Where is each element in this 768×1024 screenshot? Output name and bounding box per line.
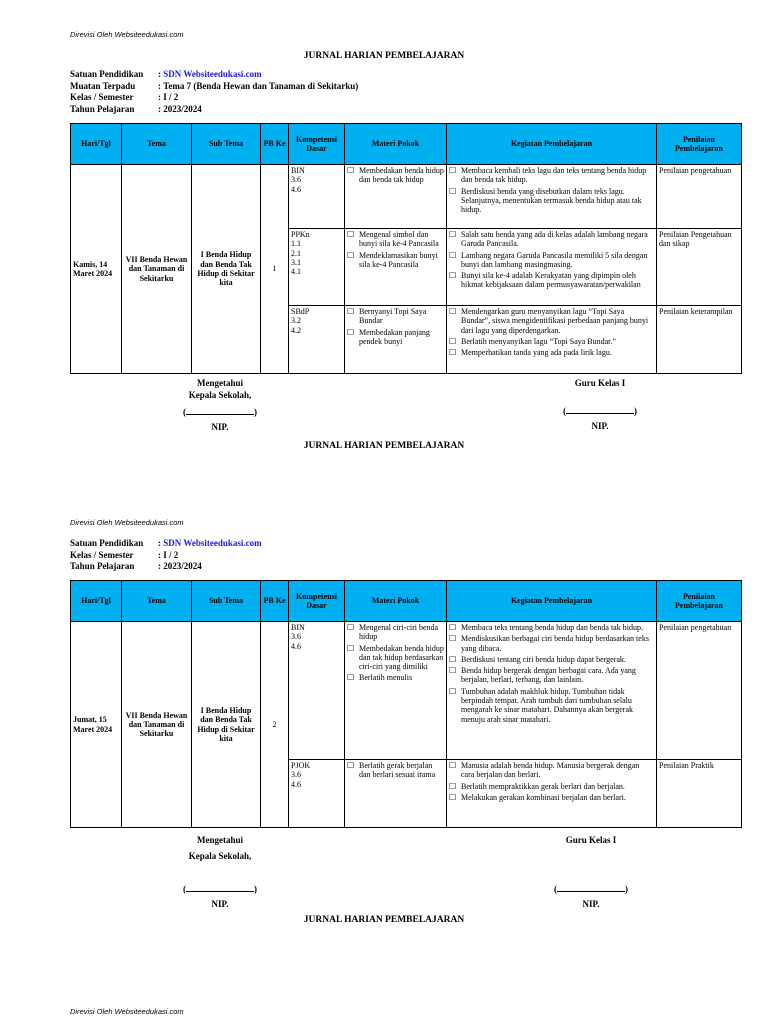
materi-item: ☐ Mengenal simbol dan bunyi sila ke-4 Pancasila <box>347 230 444 249</box>
watermark-bottom: Direvisi Oleh Websiteedukasi.com <box>70 1007 184 1016</box>
doc-title-1: JURNAL HARIAN PEMBELAJARAN <box>303 51 465 61</box>
cell-materi <box>345 165 447 229</box>
cell-penilaian: Penilaian pengetahuan <box>657 165 742 229</box>
header-kegiatan: Kegiatan Pembelajaran <box>447 581 657 622</box>
label-tahun: Tahun Pelajaran <box>70 103 135 114</box>
value-muatan: Tema 7 (Benda Hewan dan Tanaman di Sekitarku) <box>163 80 359 91</box>
signature-blank <box>186 883 254 892</box>
header-pb: PB Ke <box>261 124 289 165</box>
header-tema: Tema <box>122 124 192 165</box>
cell-tema: VII Benda Hewan dan Tanaman di Sekitarku <box>122 622 192 828</box>
cell-penilaian: Penilaian Pengetahuan dan sikap <box>657 229 742 306</box>
cell-materi <box>345 760 447 828</box>
cell-kegiatan <box>447 306 657 374</box>
watermark-top: Direvisi Oleh Websiteedukasi.com <box>70 30 184 39</box>
materi-item: ☐ Mengenal ciri-ciri benda hidup <box>347 623 444 642</box>
watermark-middle: Direvisi Oleh Websiteedukasi.com <box>70 518 184 527</box>
value-tahun: 2023/2024 <box>163 561 202 571</box>
value-satuan[interactable]: SDN Websiteedukasi.com <box>163 69 262 79</box>
cell-kd: BIN 3.6 4.6 <box>289 165 345 229</box>
kepala-label: Kepala Sekolah, <box>188 851 252 861</box>
guru-label: Guru Kelas I <box>565 835 617 845</box>
label-satuan: Satuan Pendidikan <box>70 538 144 548</box>
cell-penilaian: Penilaian pengetahuan <box>657 622 742 760</box>
mengetahui-label: Mengetahui <box>197 835 243 845</box>
header-kd: Kompetensi Dasar <box>289 581 345 622</box>
kegiatan-item: ☐ Mendiskusikan berbagai ciri benda hidup berdasarkan teks yang dibaca. <box>449 634 654 653</box>
signature-teacher-1: Guru Kelas I ( ) NIP. <box>540 377 660 432</box>
header-hari: Hari/Tgl <box>71 124 122 165</box>
meta-block-2: Satuan Pendidikan : SDN Websiteedukasi.com Kelas / Semester : I / 2 Tahun Pelajaran : 2023/2024 <box>70 538 262 571</box>
nip-label: NIP. <box>211 422 229 432</box>
value-kelas: I / 2 <box>163 549 179 560</box>
signature-blank <box>186 406 254 415</box>
cell-hari: Kamis, 14 Maret 2024 <box>71 165 122 374</box>
materi-item: ☐ Bernyanyi Topi Saya Bundar <box>347 307 444 326</box>
cell-kd: SBdP 3.2 4.2 <box>289 306 345 374</box>
cell-materi <box>345 229 447 306</box>
header-hari: Hari/Tgl <box>71 581 122 622</box>
cell-hari: Jumat, 15 Maret 2024 <box>71 622 122 828</box>
cell-kd: BIN 3.6 4.6 <box>289 622 345 760</box>
cell-subtema: I Benda Hidup dan Benda Tak Hidup di Sekitar kita <box>192 622 261 828</box>
cell-pb: 2 <box>261 622 289 828</box>
journal-table-2 <box>70 580 742 828</box>
header-materi: Materi Pokok <box>345 124 447 165</box>
cell-kegiatan <box>447 622 657 760</box>
journal-table-1 <box>70 123 742 374</box>
kegiatan-item: ☐ Mendengarkan guru menyanyikan lagu “Topi Saya Bundar”, siswa mengidentifikasi perbedaan panjang bunyi dari lagu yang diperdengarkan. <box>449 307 654 335</box>
header-pb: PB Ke <box>261 581 289 622</box>
label-muatan: Muatan Terpadu <box>70 80 136 91</box>
kegiatan-item: ☐ Bunyi sila ke-4 adalah Kerakyatan yang dipimpin oleh hikmat kebijaksaan dalam permusyawaratan/perwakilan <box>449 271 654 290</box>
cell-kegiatan <box>447 165 657 229</box>
label-kelas: Kelas / Semester <box>70 549 134 560</box>
materi-item: ☐ Mendeklamasikan bunyi sila ke-4 Pancasila <box>347 251 444 270</box>
kegiatan-item: ☐ Tumbuhan adalah makhluk hidup. Tumbuhan tidak berpindah tempat. Arah tumbuh dari tumbuhan selalu mengarah ke sinar matahari. Dahannya akan bergerak menuju arah sinar matahari. <box>449 687 654 724</box>
mengetahui-label: Mengetahui <box>197 378 243 388</box>
kegiatan-item: ☐ Membaca kembali teks lagu dan teks tentang benda hidup dan benda tak hidup. <box>449 166 654 185</box>
doc-title-3: JURNAL HARIAN PEMBELAJARAN <box>303 915 465 925</box>
kegiatan-item: ☐ Benda hidup bergerak dengan berbagai cara. Ada yang berjalan, berlari, terbang, dan lainlain. <box>449 666 654 685</box>
label-tahun: Tahun Pelajaran <box>70 561 135 571</box>
value-tahun: 2023/2024 <box>163 103 202 114</box>
kegiatan-item: ☐ Memperhatikan tanda yang ada pada lirik lagu. <box>449 348 654 357</box>
header-penilaian: Penilaian Pembelajaran <box>657 124 742 165</box>
nip-label: NIP. <box>211 899 229 909</box>
cell-materi <box>345 622 447 760</box>
cell-materi <box>345 306 447 374</box>
nip-label: NIP. <box>582 899 600 909</box>
value-satuan[interactable]: SDN Websiteedukasi.com <box>163 538 262 548</box>
header-kd: Kompetensi Dasar <box>289 124 345 165</box>
signature-principal-1: Mengetahui Kepala Sekolah, ( ) NIP. <box>160 377 280 433</box>
signature-principal-2: Mengetahui Kepala Sekolah, ( ) NIP. <box>160 834 280 910</box>
signature-teacher-2: Guru Kelas I ( ) NIP. <box>531 834 651 910</box>
header-penilaian: Penilaian Pembelajaran <box>657 581 742 622</box>
kegiatan-item: ☐ Membaca teks tentang benda hidup dan benda tak hidup. <box>449 623 654 632</box>
label-satuan: Satuan Pendidikan <box>70 69 144 79</box>
meta-block-1: Satuan Pendidikan : SDN Websiteedukasi.com Muatan Terpadu : Tema 7 (Benda Hewan dan Tanaman di Sekitarku) Kelas / Semester : I / 2 Tahun Pelajaran : 2023/2024 <box>70 69 359 114</box>
value-kelas: I / 2 <box>163 92 179 102</box>
header-kegiatan: Kegiatan Pembelajaran <box>447 124 657 165</box>
cell-penilaian: Penilaian Praktik <box>657 760 742 828</box>
kegiatan-item: ☐ Berlatih menyanyikan lagu “Topi Saya Bundar.” <box>449 337 654 346</box>
kegiatan-item: ☐ Berlatih mempraktikkan gerak berlari dan berjalan. <box>449 782 654 791</box>
kegiatan-item: ☐ Berdiskusi tentang ciri benda hidup dapat bergerak. <box>449 655 654 664</box>
cell-kd: PJOK 3.6 4.6 <box>289 760 345 828</box>
kegiatan-item: ☐ Manusia adalah benda hidup. Manusia bergerak dengan cara berjalan dan berlari. <box>449 761 654 780</box>
cell-pb: 1 <box>261 165 289 374</box>
signature-blank <box>557 883 625 892</box>
signature-blank <box>566 405 634 414</box>
doc-title-2: JURNAL HARIAN PEMBELAJARAN <box>303 441 465 451</box>
cell-kd: PPKn 1.1 2.1 3.1 4.1 <box>289 229 345 306</box>
cell-tema: VII Benda Hewan dan Tanaman di Sekitarku <box>122 165 192 374</box>
header-materi: Materi Pokok <box>345 581 447 622</box>
materi-item: ☐ Membedakan panjang pendek bunyi <box>347 328 444 347</box>
cell-kegiatan <box>447 760 657 828</box>
kegiatan-item: ☐ Salah satu benda yang ada di kelas adalah lambang negara Garuda Pancasila. <box>449 230 654 249</box>
guru-label: Guru Kelas I <box>574 378 626 388</box>
kegiatan-item: ☐ Melakukan gerakan kombinasi berjalan dan berlari. <box>449 793 654 802</box>
cell-penilaian: Penilaian keterampilan <box>657 306 742 374</box>
kegiatan-item: ☐ Berdiskusi benda yang disebutkan dalam teks lagu. Selanjutnya, menentukan termasuk benda hidup atau tak hidup. <box>449 187 654 215</box>
materi-item: ☐ Membedakan benda hidup dan benda tak hidup <box>347 166 444 185</box>
header-subtema: Sub Tema <box>192 581 261 622</box>
header-tema: Tema <box>122 581 192 622</box>
cell-kegiatan <box>447 229 657 306</box>
materi-item: ☐ Berlatih gerak berjalan dan berlari sesuai irama <box>347 761 444 780</box>
materi-item: ☐ Membedakan benda hidup dan tak hidup berdasarkan ciri-ciri yang dimiliki <box>347 644 444 672</box>
cell-subtema: I Benda Hidup dan Benda Tak Hidup di Sekitar kita <box>192 165 261 374</box>
materi-item: ☐ Berlatih menulis <box>347 673 444 682</box>
kegiatan-item: ☐ Lambang negara Garuda Pancasila memiliki 5 sila dengan bunyi dan lambang masingmasing. <box>449 251 654 270</box>
nip-label: NIP. <box>591 421 609 431</box>
label-kelas: Kelas / Semester <box>70 92 134 102</box>
header-subtema: Sub Tema <box>192 124 261 165</box>
kepala-label: Kepala Sekolah, <box>188 390 252 400</box>
